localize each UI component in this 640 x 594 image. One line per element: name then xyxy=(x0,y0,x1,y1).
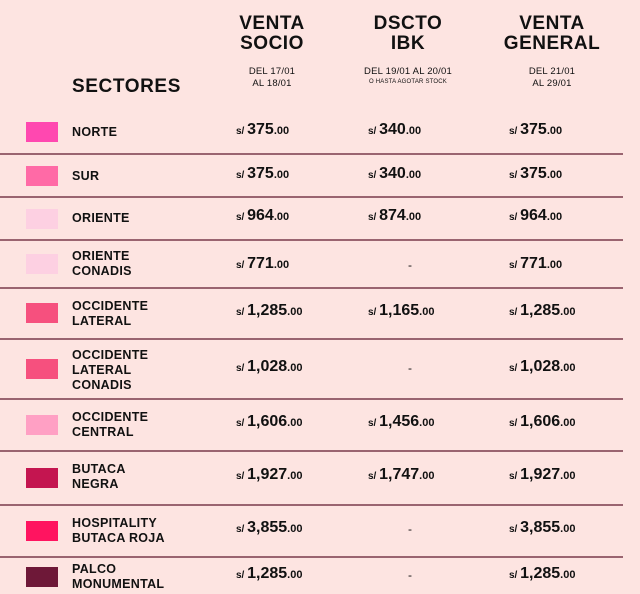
price-decimals: .00 xyxy=(273,259,290,271)
price-decimals: .00 xyxy=(287,306,303,318)
price-decimals: .00 xyxy=(287,569,303,581)
price-cell xyxy=(368,165,421,183)
currency-symbol: s/ xyxy=(368,418,380,429)
price-decimals: .00 xyxy=(287,417,303,429)
price-integer: 964 xyxy=(520,207,547,224)
price-cell xyxy=(368,466,434,484)
sector-color-swatch xyxy=(26,209,58,229)
price-cell xyxy=(236,565,302,583)
sector-name xyxy=(72,169,99,184)
sector-name xyxy=(72,462,126,492)
price-cell xyxy=(236,121,289,139)
price-cell xyxy=(509,165,562,183)
table-row xyxy=(0,452,623,506)
column-header-line2: IBK xyxy=(390,33,426,54)
price-integer: 1,285 xyxy=(520,565,561,582)
currency-symbol: s/ xyxy=(509,363,521,374)
sector-name xyxy=(72,516,165,546)
sector-name-line: HOSPITALITY xyxy=(72,516,158,530)
currency-symbol: s/ xyxy=(236,260,248,271)
price-integer: 375 xyxy=(520,121,547,138)
sector-color-swatch xyxy=(26,359,58,379)
currency-symbol: s/ xyxy=(509,126,521,137)
price-decimals: .00 xyxy=(273,125,290,137)
price-cell xyxy=(368,207,421,225)
price-decimals: .00 xyxy=(560,470,576,482)
table-row xyxy=(0,155,623,198)
price-cell xyxy=(509,302,575,320)
currency-symbol: s/ xyxy=(236,307,248,318)
price-cell xyxy=(236,302,302,320)
currency-symbol: s/ xyxy=(368,170,380,181)
table-row xyxy=(0,340,623,400)
currency-symbol: s/ xyxy=(236,126,248,137)
price-decimals: .00 xyxy=(419,306,435,318)
price-integer: 375 xyxy=(520,165,547,182)
price-integer: 375 xyxy=(247,165,274,182)
price-decimals: .00 xyxy=(273,169,290,181)
price-integer: 340 xyxy=(379,121,406,138)
sector-name-line: OCCIDENTE xyxy=(72,410,149,424)
currency-symbol: s/ xyxy=(368,212,380,223)
sector-name-line: LATERAL xyxy=(72,314,132,328)
column-header-line2: GENERAL xyxy=(503,33,601,54)
price-integer: 1,606 xyxy=(247,413,288,430)
price-integer: 1,927 xyxy=(520,466,561,483)
date-range-end: AL 29/01 xyxy=(532,78,572,89)
sector-name-line: LATERAL xyxy=(72,363,132,377)
column-header-line2: SOCIO xyxy=(240,33,304,54)
price-decimals: .00 xyxy=(419,470,435,482)
price-integer: 1,606 xyxy=(520,413,561,430)
price-integer: 1,028 xyxy=(247,358,288,375)
price-integer: 3,855 xyxy=(520,519,561,536)
price-decimals: .00 xyxy=(405,125,422,137)
price-integer: 771 xyxy=(247,255,274,272)
table-row xyxy=(0,400,623,452)
price-decimals: .00 xyxy=(560,306,576,318)
table-row xyxy=(0,289,623,340)
price-decimals: .00 xyxy=(560,362,576,374)
sector-name xyxy=(72,125,117,140)
currency-symbol: s/ xyxy=(509,307,521,318)
sector-name-line: CONADIS xyxy=(72,378,132,392)
sector-name-line: OCCIDENTE xyxy=(72,299,149,313)
sector-color-swatch xyxy=(26,303,58,323)
currency-symbol: s/ xyxy=(509,524,521,535)
price-decimals: .00 xyxy=(273,211,290,223)
price-cell xyxy=(509,121,562,139)
currency-symbol: s/ xyxy=(236,471,248,482)
price-decimals: .00 xyxy=(560,523,576,535)
table-row xyxy=(0,506,623,558)
currency-symbol: s/ xyxy=(368,307,380,318)
price-integer: 1,285 xyxy=(520,302,561,319)
price-decimals: .00 xyxy=(287,523,303,535)
price-cell xyxy=(236,165,289,183)
sector-color-swatch xyxy=(26,521,58,541)
price-integer: 1,927 xyxy=(247,466,288,483)
currency-symbol: s/ xyxy=(509,471,521,482)
column-header-venta-socio xyxy=(212,14,332,54)
price-unavailable: - xyxy=(408,568,412,582)
sector-name xyxy=(72,299,148,329)
price-cell xyxy=(509,519,575,537)
price-integer: 1,285 xyxy=(247,565,288,582)
sector-name-line: BUTACA xyxy=(72,462,126,476)
date-range-start: DEL 17/01 xyxy=(248,66,296,77)
sector-name-line: BUTACA ROJA xyxy=(72,531,165,545)
column-header-venta-general xyxy=(482,14,622,54)
sector-color-swatch xyxy=(26,254,58,274)
sector-color-swatch xyxy=(26,166,58,186)
sector-name xyxy=(72,410,148,440)
sector-color-swatch xyxy=(26,468,58,488)
table-row xyxy=(0,111,623,155)
price-cell xyxy=(236,466,302,484)
currency-symbol: s/ xyxy=(236,212,248,223)
price-decimals: .00 xyxy=(405,169,422,181)
sector-name xyxy=(72,211,130,226)
currency-symbol: s/ xyxy=(236,570,248,581)
price-integer: 340 xyxy=(379,165,406,182)
price-unavailable: - xyxy=(408,258,412,272)
column-header-dscto-ibk xyxy=(348,14,468,54)
sector-name-line: CENTRAL xyxy=(72,425,134,439)
sector-name-line: MONUMENTAL xyxy=(72,577,165,591)
price-integer: 3,855 xyxy=(247,519,288,536)
price-cell xyxy=(509,466,575,484)
sector-color-swatch xyxy=(26,415,58,435)
price-decimals: .00 xyxy=(287,362,303,374)
currency-symbol: s/ xyxy=(509,212,521,223)
sector-name xyxy=(72,348,148,393)
sector-name xyxy=(72,562,164,592)
currency-symbol: s/ xyxy=(236,363,248,374)
sector-name-line: ORIENTE xyxy=(72,211,130,225)
currency-symbol: s/ xyxy=(368,471,380,482)
column-header-line1: VENTA xyxy=(519,13,585,34)
sector-name-line: PALCO xyxy=(72,562,117,576)
price-decimals: .00 xyxy=(546,125,563,137)
column-dates-dscto-ibk xyxy=(338,66,478,86)
sector-name-line: ORIENTE xyxy=(72,249,130,263)
price-integer: 375 xyxy=(247,121,274,138)
price-integer: 1,028 xyxy=(520,358,561,375)
price-decimals: .00 xyxy=(560,417,576,429)
stock-note: O HASTA AGOTAR STOCK xyxy=(368,79,447,85)
price-integer: 1,285 xyxy=(247,302,288,319)
price-cell xyxy=(509,565,575,583)
sector-color-swatch xyxy=(26,567,58,587)
price-cell xyxy=(509,207,562,225)
sector-color-swatch xyxy=(26,122,58,142)
price-cell xyxy=(509,413,575,431)
price-unavailable: - xyxy=(408,361,412,375)
sector-name-line: SUR xyxy=(72,169,100,183)
currency-symbol: s/ xyxy=(368,126,380,137)
price-integer: 964 xyxy=(247,207,274,224)
currency-symbol: s/ xyxy=(236,524,248,535)
sector-name-line: OCCIDENTE xyxy=(72,348,149,362)
table-row xyxy=(0,241,623,289)
price-decimals: .00 xyxy=(560,569,576,581)
price-integer: 874 xyxy=(379,207,406,224)
currency-symbol: s/ xyxy=(236,418,248,429)
price-cell xyxy=(509,358,575,376)
price-cell xyxy=(236,413,302,431)
sector-name-line: NORTE xyxy=(72,125,118,139)
price-cell xyxy=(236,207,289,225)
date-range: DEL 19/01 AL 20/01 xyxy=(364,66,452,77)
price-unavailable: - xyxy=(408,522,412,536)
price-cell xyxy=(368,302,434,320)
price-decimals: .00 xyxy=(287,470,303,482)
price-cell xyxy=(236,255,289,273)
date-range-end: AL 18/01 xyxy=(252,78,292,89)
price-cell xyxy=(368,121,421,139)
price-cell xyxy=(368,413,434,431)
sector-name xyxy=(72,249,132,279)
currency-symbol: s/ xyxy=(509,170,521,181)
price-decimals: .00 xyxy=(405,211,422,223)
date-range-start: DEL 21/01 xyxy=(528,66,576,77)
sectores-heading: SECTORES xyxy=(72,76,181,97)
currency-symbol: s/ xyxy=(236,170,248,181)
column-header-line1: DSCTO xyxy=(373,13,443,34)
table-row xyxy=(0,558,623,592)
price-cell xyxy=(236,519,302,537)
price-decimals: .00 xyxy=(546,259,563,271)
currency-symbol: s/ xyxy=(509,570,521,581)
price-decimals: .00 xyxy=(546,211,563,223)
currency-symbol: s/ xyxy=(509,418,521,429)
price-decimals: .00 xyxy=(419,417,435,429)
price-integer: 1,747 xyxy=(379,466,420,483)
column-dates-venta-general xyxy=(492,66,612,90)
table-row xyxy=(0,198,623,241)
price-decimals: .00 xyxy=(546,169,563,181)
sector-name-line: CONADIS xyxy=(72,264,132,278)
column-header-line1: VENTA xyxy=(239,13,305,34)
currency-symbol: s/ xyxy=(509,260,521,271)
column-dates-venta-socio xyxy=(212,66,332,90)
price-integer: 771 xyxy=(520,255,547,272)
price-integer: 1,456 xyxy=(379,413,420,430)
price-cell xyxy=(236,358,302,376)
sector-name-line: NEGRA xyxy=(72,477,119,491)
price-integer: 1,165 xyxy=(379,302,420,319)
price-cell xyxy=(509,255,562,273)
